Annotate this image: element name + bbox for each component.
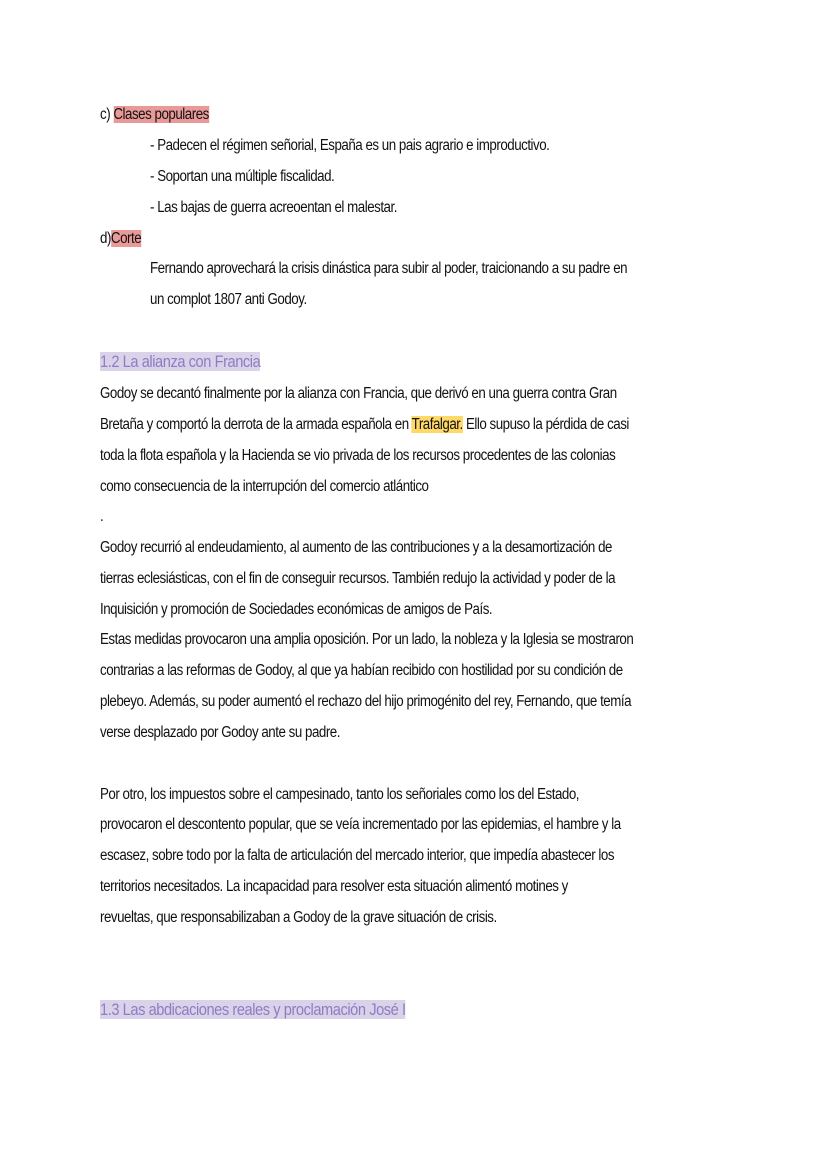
paragraph-line: revueltas, que responsabilizaban a Godoy de la grave situación de crisis. xyxy=(100,909,497,926)
trafalgar-highlight: Trafalgar. xyxy=(411,416,463,433)
section-c-heading xyxy=(100,105,209,125)
paragraph-line: toda la flota española y la Hacienda se vio privada de los recursos procedentes de las colonias xyxy=(100,447,616,464)
section-d-prefix: d) xyxy=(100,230,111,247)
paragraph-line: como consecuencia de la interrupción del comercio atlántico xyxy=(100,478,429,495)
heading-1-3-text: 1.3 Las abdicaciones reales y proclamación José I xyxy=(100,1000,406,1019)
paragraph-line: escasez, sobre todo por la falta de articulación del mercado interior, que impedía abastecer los xyxy=(100,847,615,864)
paragraph-line: provocaron el descontento popular, que se veía incrementado por las epidemias, el hambre y la xyxy=(100,816,621,833)
section-d-line: un complot 1807 anti Godoy. xyxy=(150,291,307,308)
paragraph-text: Bretaña y comportó la derrota de la armada española en xyxy=(100,416,412,433)
section-heading-1-2 xyxy=(100,350,260,374)
paragraph-line: verse desplazado por Godoy ante su padre. xyxy=(100,724,340,741)
section-d-heading xyxy=(100,229,141,249)
heading-1-2-text: 1.2 La alianza con Francia xyxy=(100,352,261,371)
paragraph-line: tierras eclesiásticas, con el fin de conseguir recursos. También redujo la actividad y poder de la xyxy=(100,570,616,587)
section-c-title: Clases populares xyxy=(113,106,209,123)
section-c-item: - Soportan una múltiple fiscalidad. xyxy=(150,168,335,185)
paragraph-text: Ello supuso la pérdida de casi xyxy=(462,416,629,433)
section-c-prefix: c) xyxy=(100,106,114,123)
paragraph-line: territorios necesitados. La incapacidad para resolver esta situación alimentó motines y xyxy=(100,878,568,895)
paragraph-line: contrarias a las reformas de Godoy, al que ya habían recibido con hostilidad por su condición de xyxy=(100,662,623,679)
section-d-line: Fernando aprovechará la crisis dinástica para subir al poder, traicionando a su padre en xyxy=(150,260,628,277)
paragraph-line: Estas medidas provocaron una amplia oposición. Por un lado, la nobleza y la Iglesia se mostraron xyxy=(100,631,634,648)
paragraph-line: Godoy recurrió al endeudamiento, al aumento de las contribuciones y a la desamortización de xyxy=(100,539,612,556)
section-c-item: - Padecen el régimen señorial, España es un pais agrario e improductivo. xyxy=(150,137,550,154)
paragraph-line: Por otro, los impuestos sobre el campesinado, tanto los señoriales como los del Estado, xyxy=(100,786,580,803)
paragraph-line: Godoy se decantó finalmente por la alianza con Francia, que derivó en una guerra contra Gran xyxy=(100,385,617,402)
paragraph-line xyxy=(100,415,629,435)
paragraph-line: plebeyo. Además, su poder aumentó el rechazo del hijo primogénito del rey, Fernando, que temía xyxy=(100,693,632,710)
section-c-item: - Las bajas de guerra acreoentan el malestar. xyxy=(150,199,397,216)
section-heading-1-3 xyxy=(100,998,406,1022)
paragraph-line: . xyxy=(100,508,104,525)
paragraph-line: Inquisición y promoción de Sociedades económicas de amigos de País. xyxy=(100,601,493,618)
section-d-title: Corte xyxy=(110,230,142,247)
